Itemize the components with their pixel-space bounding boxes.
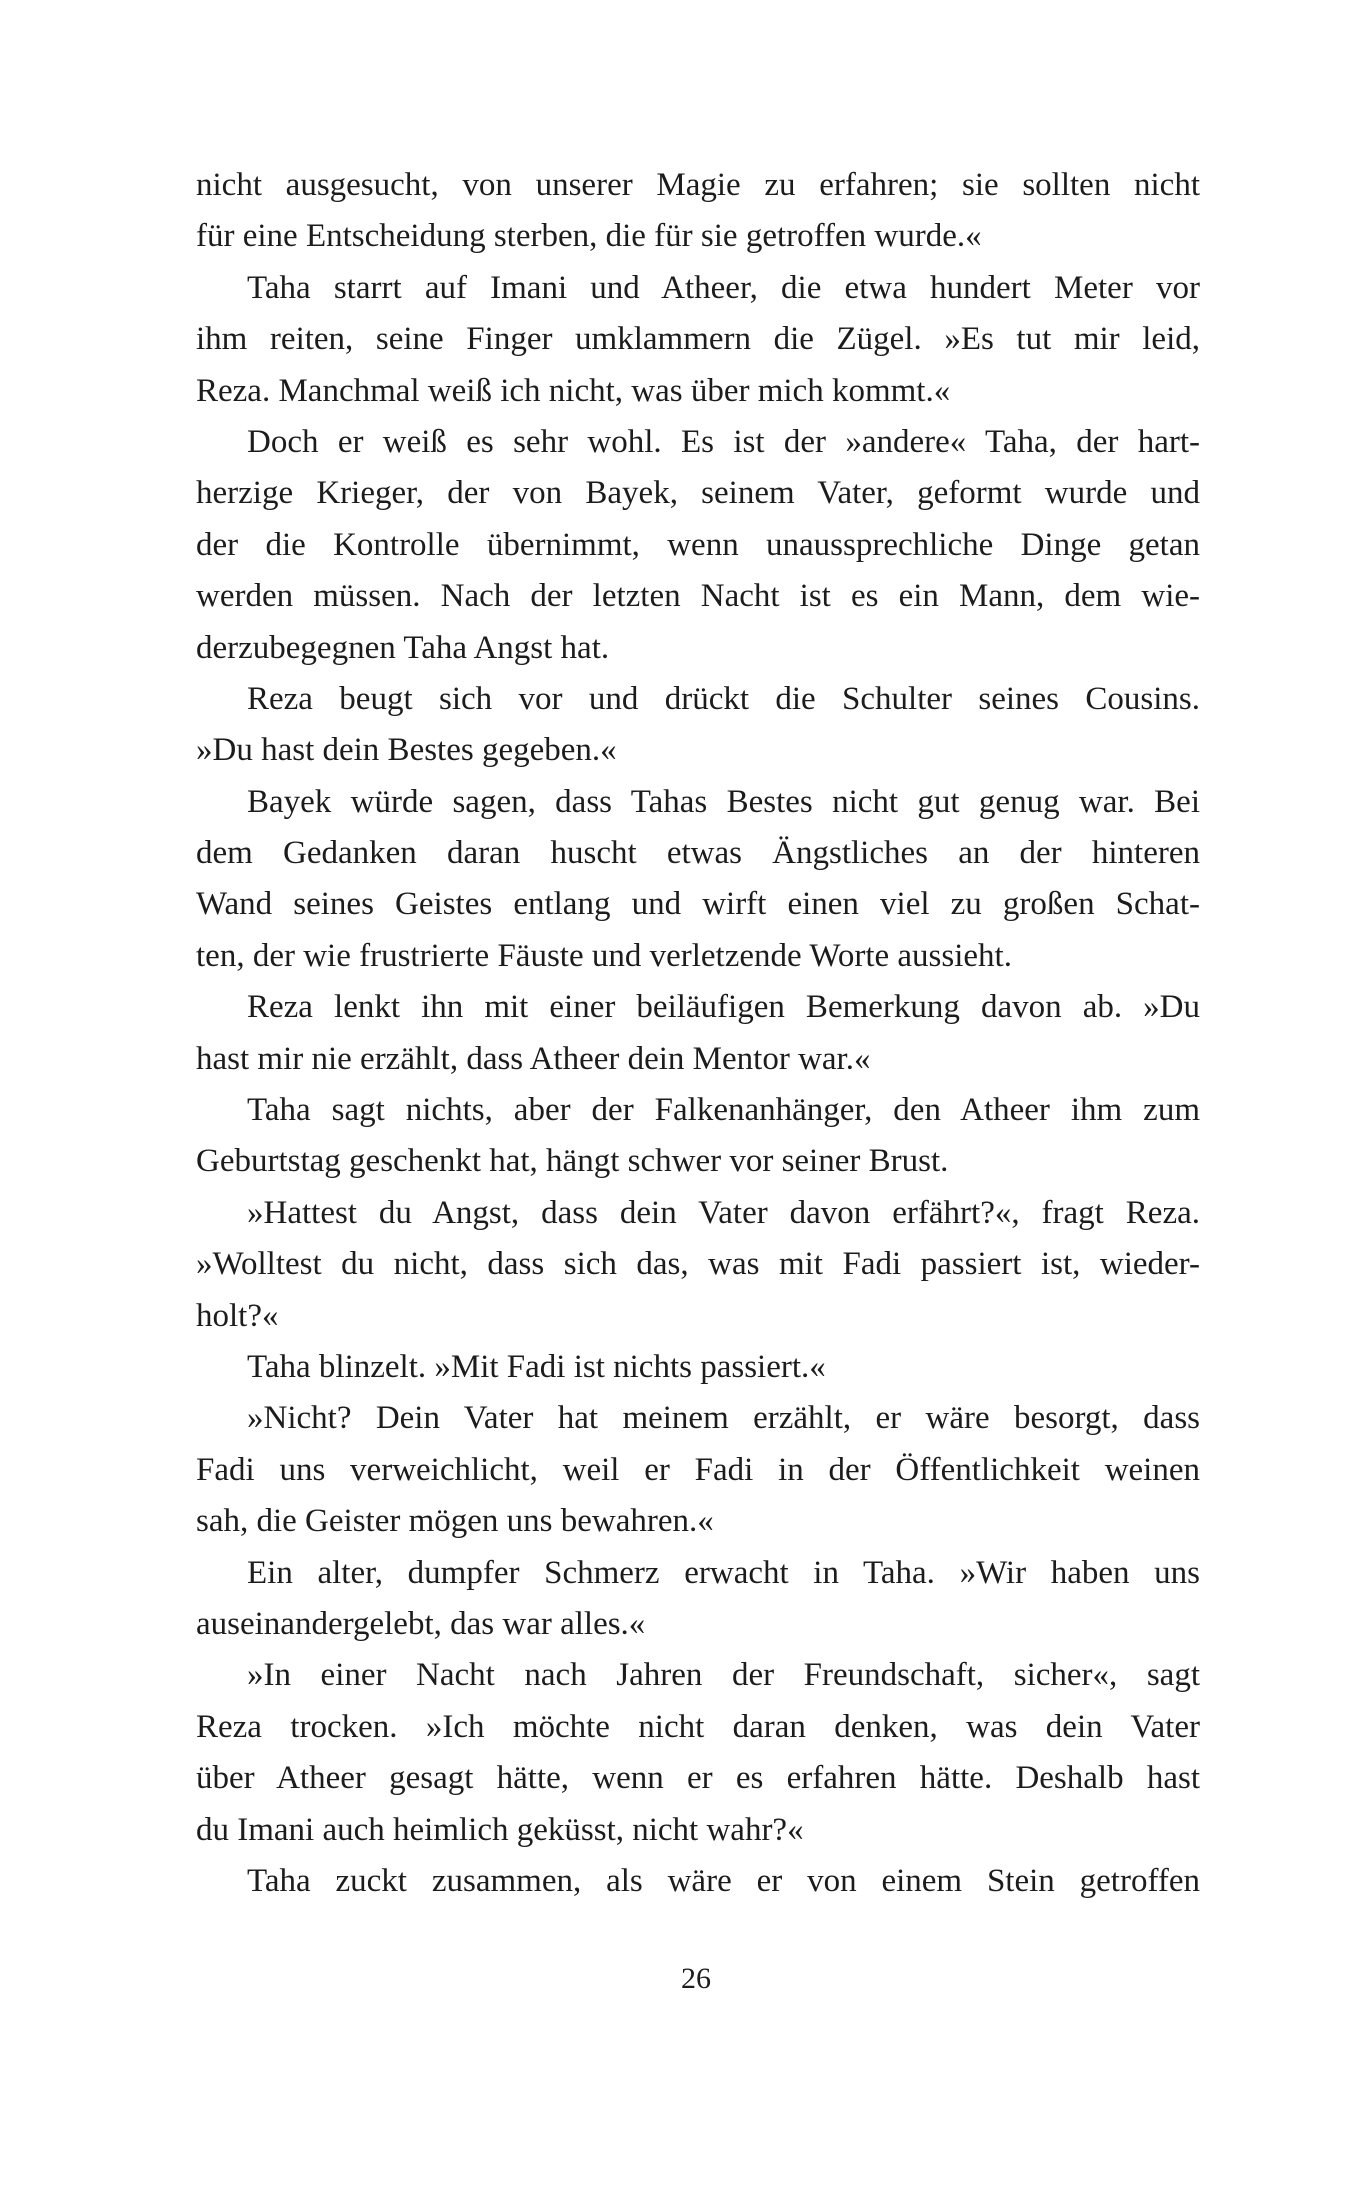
text-line: nicht ausgesucht, von unserer Magie zu erfahren; sie sollten nicht xyxy=(196,167,1200,203)
text-line: »In einer Nacht nach Jahren der Freundschaft, sicher«, sagt xyxy=(247,1657,1200,1694)
text-line: Reza trocken. »Ich möchte nicht daran denken, was dein Vater xyxy=(196,1708,1200,1745)
text-line: holt?« xyxy=(196,1297,279,1334)
text-line: du Imani auch heimlich geküsst, nicht wahr?« xyxy=(196,1811,804,1848)
text-line: Doch er weiß es sehr wohl. Es ist der »andere« Taha, der hart- xyxy=(247,423,1200,460)
text-line: »Du hast dein Bestes gegeben.« xyxy=(196,732,617,769)
text-line: Bayek würde sagen, dass Tahas Bestes nicht gut genug war. Bei xyxy=(247,783,1200,820)
text-line: ihm reiten, seine Finger umklammern die Zügel. »Es tut mir leid, xyxy=(196,321,1200,358)
text-line: Fadi uns verweichlicht, weil er Fadi in der Öffentlichkeit weinen xyxy=(196,1451,1200,1488)
text-line: dem Gedanken daran huscht etwas Ängstliches an der hinteren xyxy=(196,835,1200,872)
text-line: der die Kontrolle übernimmt, wenn unaussprechliche Dinge getan xyxy=(196,526,1200,563)
body-text xyxy=(196,160,1200,1907)
text-line: sah, die Geister mögen uns bewahren.« xyxy=(196,1503,714,1540)
text-line: Taha starrt auf Imani und Atheer, die etwa hundert Meter vor xyxy=(247,269,1200,306)
text-line: werden müssen. Nach der letzten Nacht ist es ein Mann, dem wie- xyxy=(196,578,1200,615)
text-line: ten, der wie frustrierte Fäuste und verletzende Worte aussieht. xyxy=(196,937,1012,974)
text-line: Reza lenkt ihn mit einer beiläufigen Bemerkung davon ab. »Du xyxy=(247,989,1200,1026)
text-line: Reza beugt sich vor und drückt die Schulter seines Cousins. xyxy=(247,680,1200,717)
text-line: Reza. Manchmal weiß ich nicht, was über mich kommt.« xyxy=(196,372,951,409)
text-line: »Nicht? Dein Vater hat meinem erzählt, er wäre besorgt, dass xyxy=(247,1400,1200,1437)
text-line: »Hattest du Angst, dass dein Vater davon erfährt?«, fragt Reza. xyxy=(247,1194,1200,1231)
text-line: Taha sagt nichts, aber der Falkenanhänger, den Atheer ihm zum xyxy=(247,1092,1200,1129)
text-line: Ein alter, dumpfer Schmerz erwacht in Taha. »Wir haben uns xyxy=(247,1554,1200,1591)
text-line: über Atheer gesagt hätte, wenn er es erfahren hätte. Deshalb hast xyxy=(196,1760,1200,1797)
text-line: für eine Entscheidung sterben, die für sie getroffen wurde.« xyxy=(196,218,982,255)
text-line: Taha zuckt zusammen, als wäre er von einem Stein getroffen xyxy=(247,1862,1200,1899)
page-number: 26 xyxy=(681,1962,711,1995)
text-line: derzubegegnen Taha Angst hat. xyxy=(196,629,610,666)
text-line: »Wolltest du nicht, dass sich das, was mit Fadi passiert ist, wieder- xyxy=(196,1246,1200,1283)
text-line: Wand seines Geistes entlang und wirft einen viel zu großen Schat- xyxy=(196,886,1200,923)
text-line: Geburtstag geschenkt hat, hängt schwer vor seiner Brust. xyxy=(196,1143,949,1180)
text-line: herzige Krieger, der von Bayek, seinem Vater, geformt wurde und xyxy=(196,475,1200,512)
text-line: Taha blinzelt. »Mit Fadi ist nichts passiert.« xyxy=(247,1348,826,1385)
text-line: auseinandergelebt, das war alles.« xyxy=(196,1605,646,1642)
text-line: hast mir nie erzählt, dass Atheer dein Mentor war.« xyxy=(196,1040,871,1077)
